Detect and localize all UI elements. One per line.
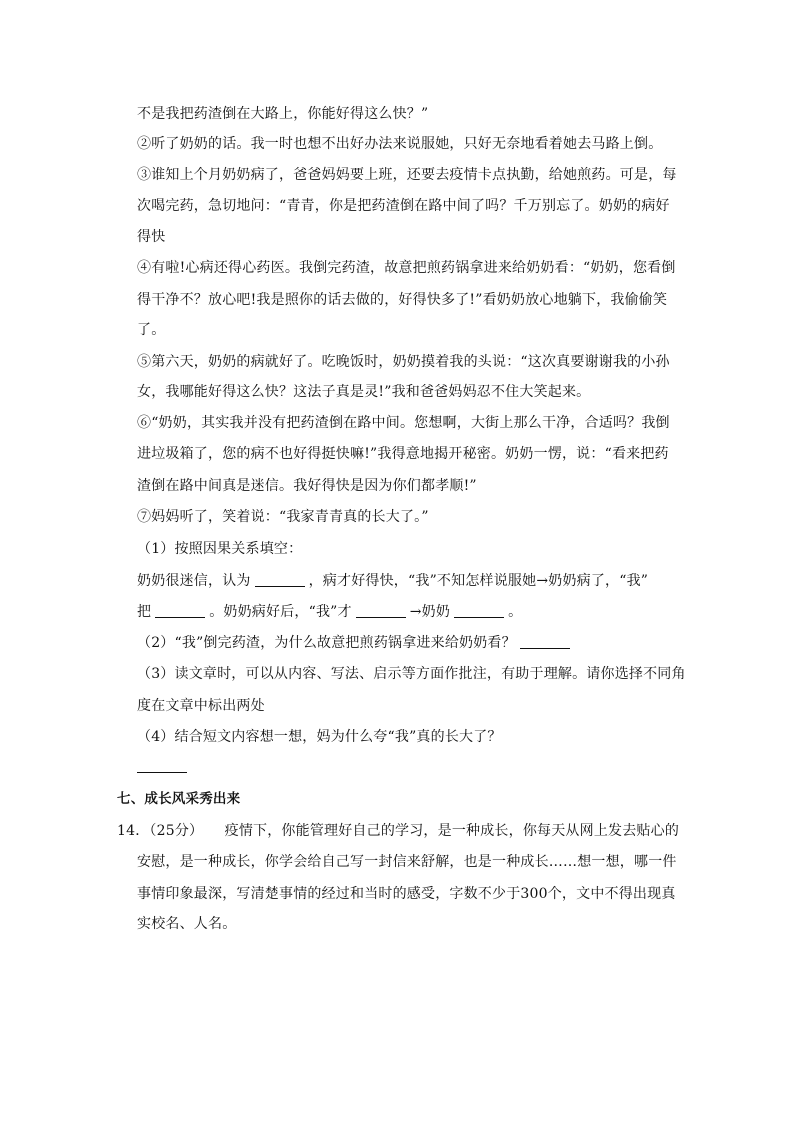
answer-blank[interactable] — [137, 771, 187, 773]
passage-paragraph-3: ③谁知上个月奶奶病了，爸爸妈妈要上班，还要去疫情卡点执勤，给她煎药。可是，每 — [137, 167, 677, 183]
q2-text: （2）“我”倒完药渣，为什么故意把煎药锅拿进来给奶奶看？ — [137, 635, 516, 651]
passage-line: 进垃圾箱了，您的病不也好得挺快嘛!”我得意地揭开秘密。奶奶一愣，说：“看来把药 — [137, 446, 669, 462]
passage-paragraph-4: ④有啦!心病还得心药医。我倒完药渣，故意把煎药锅拿进来给奶奶看：“奶奶，您看倒 — [137, 260, 676, 276]
question-2 — [137, 633, 574, 653]
passage-line: 渣倒在路中间真是迷信。我好得快是因为你们都孝顺!” — [137, 478, 477, 494]
question-3-line-2: 度在文章中标出两处 — [137, 698, 265, 714]
question-14-line: 安慰，是一种成长，你学会给自己写一封信来舒解，也是一种成长……想一想，哪一件 — [137, 854, 677, 870]
passage-paragraph-6: ⑥“奶奶，其实我并没有把药渣倒在路中间。您想啊，大街上那么干净，合适吗？我倒 — [137, 415, 670, 431]
question-14-line: 事情印象最深，写清楚事情的经过和当时的感受，字数不少于300个，文中不得出现真 — [137, 886, 676, 902]
answer-blank[interactable] — [356, 603, 406, 618]
q1-text: 奶奶很迷信，认为 — [137, 573, 251, 589]
question-1-line-2 — [137, 602, 522, 622]
question-14-line: 实校名、人名。 — [137, 916, 237, 932]
q1-text: 。奶奶病好后，“我”才 — [209, 604, 352, 620]
section-heading: 七、成长风采秀出来 — [117, 791, 241, 807]
q1-text: ，病才好得快，“我”不知怎样说服她→奶奶病了，“我” — [308, 573, 649, 589]
passage-line: 不是我把药渣倒在大路上，你能好得这么快？” — [137, 106, 429, 122]
q1-text: 把 — [137, 604, 152, 620]
answer-blank[interactable] — [454, 603, 504, 618]
passage-line: 女，我哪能好得这么快？这法子真是灵!”我和爸爸妈妈忍不住大笑起来。 — [137, 384, 591, 400]
passage-line: 次喝完药，急切地问：“青青，你是把药渣倒在路中间了吗？千万别忘了。奶奶的病好 — [137, 198, 670, 214]
answer-blank[interactable] — [155, 603, 205, 618]
passage-line: 了。 — [137, 322, 166, 338]
question-1-line-1 — [137, 571, 648, 591]
answer-blank[interactable] — [520, 634, 570, 649]
passage-paragraph-2: ②听了奶奶的话。我一时也想不出好办法来说服她，只好无奈地看着她去马路上倒。 — [137, 136, 663, 152]
question-4: （4）结合短文内容想一想，妈为什么夸“我”真的长大了？ — [137, 729, 502, 745]
passage-line: 得快 — [137, 229, 166, 245]
q1-text: →奶奶 — [409, 604, 451, 620]
passage-paragraph-5: ⑤第六天，奶奶的病就好了。吃晚饭时，奶奶摸着我的头说：“这次真要谢谢我的小孙 — [137, 354, 670, 370]
answer-blank[interactable] — [255, 572, 305, 587]
question-1-title: （1）按照因果关系填空： — [137, 541, 303, 557]
passage-line: 得干净不？放心吧!我是照你的话去做的，好得快多了!”看奶奶放心地躺下，我偷偷笑 — [137, 292, 668, 308]
passage-paragraph-7: ⑦妈妈听了，笑着说：“我家青青真的长大了。” — [137, 509, 429, 525]
question-14: 14．（25分） 疫情下，你能管理好自己的学习，是一种成长，你每天从网上发去贴心的 — [117, 823, 680, 839]
q1-text: 。 — [508, 604, 523, 620]
question-3: （3）读文章时，可以从内容、写法、启示等方面作批注，有助于理解。请你选择不同角 — [137, 666, 686, 682]
